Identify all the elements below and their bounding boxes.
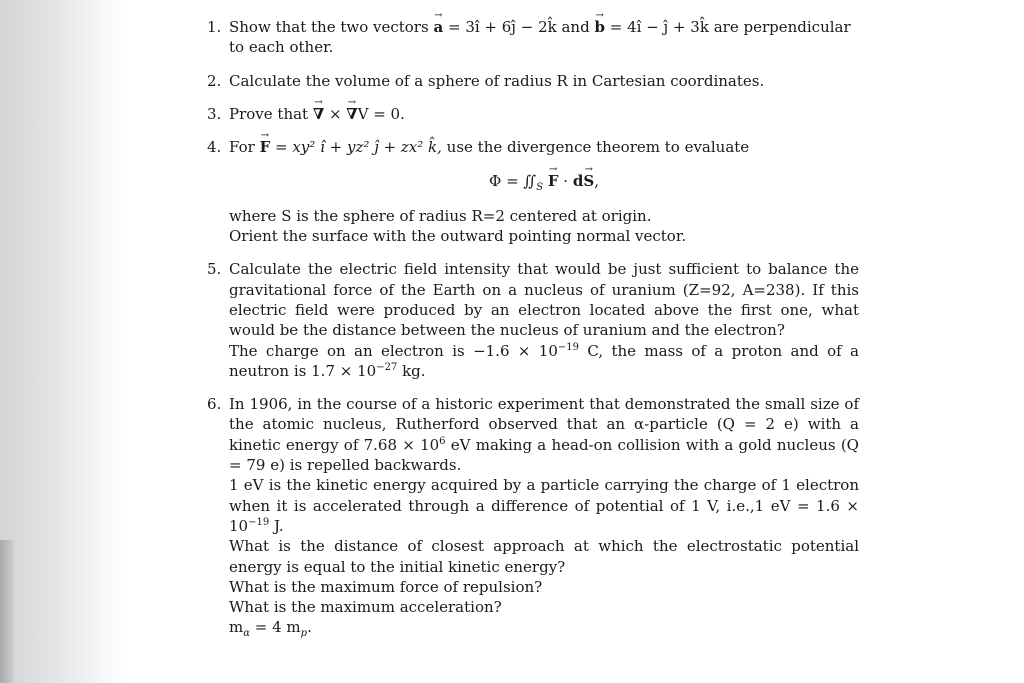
problem-text: Show that the two vectors [229, 18, 429, 36]
flux-equation [229, 171, 859, 194]
problem-text-tail: V = 0. [357, 104, 405, 123]
mass-exponent: −27 [376, 361, 398, 373]
problem-paragraph [229, 394, 859, 475]
problem-3 [207, 104, 859, 124]
problem-1 [207, 17, 859, 58]
problem-text-line: Orient the surface with the outward pointing normal vector. [229, 227, 687, 246]
question-line: What is the maximum acceleration? [229, 598, 502, 617]
field-vector: → F [260, 137, 271, 157]
problem-number: 3. [207, 104, 222, 123]
left-edge-shadow [0, 0, 130, 683]
problem-text-tail: are perpendicular [713, 18, 851, 36]
problem-text-line [229, 137, 859, 157]
problem-text: Calculate the volume of a sphere of radius R in Cartesian coordinates. [229, 71, 765, 90]
charge-exponent: −19 [557, 341, 579, 353]
mass-base: 1.7 × 10 [311, 361, 377, 380]
vector-b: → b [594, 17, 605, 37]
equation-field: → F [548, 171, 559, 191]
vector-a: → a [433, 17, 443, 37]
paragraph-text: 1 eV is the kinetic energy acquired by a particle carrying the charge of 1 electron when it is accelerated through a difference of potential of 1 V, i.e.,1 eV = 1.6 × 10 [229, 476, 859, 535]
problem-text: For [229, 138, 255, 157]
paragraph-text-tail: J. [273, 516, 284, 535]
ev-exponent: −19 [248, 516, 270, 528]
problem-paragraph: Calculate the electric field intensity that would be just sufficient to balance the gravitational force of the Earth on a nucleus of uranium (Z=92, A=238). If this electric field were produced by an electron located above the first one, what would be the distance between the nucleus of uranium and the electron? [229, 260, 859, 340]
vector-b-expression: = 4î − ĵ + 3k̂ [609, 18, 709, 36]
energy-exponent: 6 [439, 435, 446, 447]
problem-number: 2. [207, 71, 222, 90]
cross-symbol: × [328, 104, 342, 123]
problem-text-line [229, 17, 859, 37]
equation-surface-subscript: S [536, 182, 544, 194]
equation-surface-vector: → S [583, 171, 594, 191]
nabla-operator: → ∇ [313, 104, 324, 124]
problem-number: 4. [207, 138, 222, 157]
problem-paragraph [229, 341, 859, 382]
paragraph-text-tail: eV making a head-on collision with a gold nucleus (Q = 79 e) is repelled backwards. [229, 435, 859, 475]
mass-relation [229, 617, 859, 640]
problem-text: Prove that [229, 104, 309, 123]
problem-number: 6. [207, 395, 222, 414]
question-line: What is the maximum force of repulsion? [229, 577, 543, 596]
equation-lhs: Φ = ∬ [489, 172, 537, 191]
mass-end: . [307, 618, 312, 637]
mass-lhs: m [229, 618, 244, 637]
mass-lhs-subscript: α [243, 628, 250, 640]
charge-text: The charge on an electron is −1.6 × 10 [229, 341, 558, 360]
problem-text-line [229, 104, 859, 124]
problem-text-line: where S is the sphere of radius R=2 centered at origin. [229, 206, 652, 225]
charge-tail: C, the mass of a proton and of a neutron is [229, 341, 859, 380]
problem-number: 5. [207, 260, 222, 279]
equation-dot: · [563, 172, 569, 191]
mass-rhs-subscript: p [300, 628, 308, 640]
problem-paragraph [229, 475, 859, 536]
equation-end: , [594, 172, 599, 191]
problem-text-line-2: to each other. [229, 38, 334, 57]
problem-2 [207, 71, 859, 91]
problem-6 [207, 394, 859, 638]
problem-text-tail: use the divergence theorem to evaluate [446, 138, 750, 157]
document-page [207, 17, 859, 651]
left-edge-dark-strip [0, 540, 14, 683]
vector-a-expression: = 3î + 6ĵ − 2k̂ [447, 18, 557, 36]
question-line: What is the distance of closest approach at which the electrostatic potential energy is equal to the initial kinetic energy? [229, 537, 859, 576]
mass-unit: kg. [402, 361, 426, 380]
paragraph-text: In 1906, in the course of a historic experiment that demonstrated the small size of the atomic nucleus, Rutherford observed that an α-particle (Q = 2 e) with a kinetic energy of 7.68 × 10 [229, 395, 859, 454]
problem-number: 1. [207, 18, 222, 36]
equation-differential: d [572, 172, 584, 191]
problem-5 [207, 259, 859, 381]
connector-word: and [561, 18, 590, 36]
nabla-operator: → ∇ [346, 104, 357, 124]
field-expression: = xy² î + yz² ĵ + zx² k̂, [275, 138, 442, 157]
problem-4 [207, 137, 859, 246]
mass-mid: = 4 m [254, 618, 301, 637]
